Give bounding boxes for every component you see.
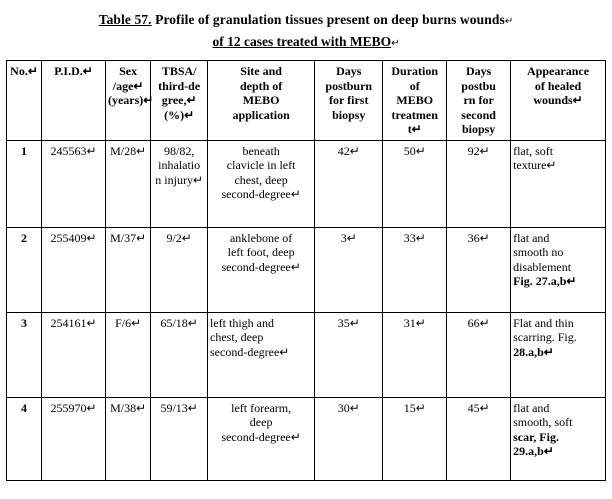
header-line: Appearance (527, 64, 590, 78)
cell-sex-age: M/38↵ (105, 397, 150, 480)
cell-line-figure-ref: Fig. 27.a,b↵ (513, 274, 577, 288)
cell-second-biopsy: 45↵ (447, 397, 511, 480)
cell-line: 65/18↵ (160, 315, 198, 330)
table-header-row (7, 61, 606, 141)
cell-no: 2 (7, 227, 42, 312)
pilcrow-mark-2: ↵ (391, 38, 400, 49)
cell-line: anklebone of (229, 230, 293, 245)
cell-second-biopsy: 36↵ (447, 227, 511, 312)
header-line: (years)↵ (107, 93, 154, 107)
cell-line: second-degree↵ (221, 259, 301, 274)
column-header-appearance (511, 61, 606, 141)
header-line: (%)↵ (164, 107, 195, 122)
cell-first-biopsy: 3↵ (315, 227, 383, 312)
cell-line: flat and (513, 400, 550, 415)
cell-line: flat, soft (513, 143, 554, 158)
cell-appearance (511, 140, 606, 227)
cell-site-depth (208, 227, 315, 312)
header-line: Days (465, 64, 492, 78)
cell-site-depth (208, 312, 315, 397)
cell-no: 1 (7, 140, 42, 227)
cell-appearance (511, 227, 606, 312)
cell-line: 98/82, (163, 143, 195, 158)
cell-line: second-degree↵ (221, 429, 301, 444)
column-header-pid (42, 61, 106, 141)
header-line: depth of (239, 78, 283, 93)
cell-line: scarring. Fig. (513, 330, 577, 344)
cell-first-biopsy: 30↵ (315, 397, 383, 480)
header-line: P.I.D.↵ (54, 64, 93, 78)
cell-line: texture↵ (513, 158, 557, 172)
column-header-second-biopsy (447, 61, 511, 141)
cell-pid: 255970↵ (42, 397, 106, 480)
cell-line: chest, deep (234, 172, 288, 187)
cell-line: Flat and thin (513, 315, 574, 330)
cell-first-biopsy: 42↵ (315, 140, 383, 227)
cell-duration: 31↵ (383, 312, 447, 397)
table-caption-text: Profile of granulation tissues present on deep burns wounds (151, 12, 505, 27)
table-row (7, 227, 606, 312)
cell-line: disablement (513, 259, 572, 274)
cell-line-figure-ref: 28.a,b↵ (513, 344, 554, 359)
cell-line: left forearm, (231, 400, 292, 415)
cell-no: 3 (7, 312, 42, 397)
cell-no: 4 (7, 397, 42, 480)
cell-site-depth (208, 397, 315, 480)
cell-line: 59/13↵ (160, 400, 198, 415)
cell-line: clavicle in left (226, 158, 296, 172)
table-row (7, 140, 606, 227)
cell-line: smooth no (513, 245, 564, 259)
header-line: biopsy (461, 122, 496, 136)
column-header-first-biopsy (315, 61, 383, 141)
column-header-tbsa (151, 61, 208, 141)
header-line: /age↵ (112, 78, 144, 93)
pilcrow-mark: ↵ (504, 16, 514, 27)
cell-sex-age: M/37↵ (105, 227, 150, 312)
cell-sex-age: F/6↵ (105, 312, 150, 397)
cell-sex-age: M/28↵ (105, 140, 150, 227)
header-line: second (461, 107, 496, 122)
table-caption-label: Table 57. (98, 12, 152, 27)
header-line: Duration (391, 64, 439, 78)
header-line: application (232, 107, 290, 122)
cell-line-figure-ref: 29.a,b↵ (513, 444, 554, 458)
cell-pid: 254161↵ (42, 312, 106, 397)
cell-tbsa (151, 397, 208, 480)
header-line: gree,↵ (161, 93, 197, 107)
header-line: Site and (240, 64, 282, 78)
header-line: postbu (461, 78, 496, 93)
header-line: postburn (325, 78, 373, 93)
cell-line: left foot, deep (227, 245, 295, 259)
header-line: of (409, 78, 420, 93)
cell-tbsa (151, 140, 208, 227)
cell-pid: 255409↵ (42, 227, 106, 312)
cell-line: beneath (242, 143, 280, 158)
cell-tbsa (151, 227, 208, 312)
header-line: MEBO (242, 93, 280, 107)
cell-line: smooth, soft (513, 415, 573, 429)
header-line: No.↵ (10, 64, 38, 78)
header-line: MEBO (396, 93, 434, 107)
cell-duration: 15↵ (383, 397, 447, 480)
header-line: of healed (534, 78, 582, 93)
cell-first-biopsy: 35↵ (315, 312, 383, 397)
cell-line: inhalatio (158, 158, 201, 172)
header-line: third-de (158, 78, 201, 93)
column-header-sex-age (105, 61, 154, 141)
column-header-site-depth (208, 61, 315, 141)
cell-pid: 245563↵ (42, 140, 106, 227)
header-line: for first (329, 93, 369, 107)
column-header-duration (383, 61, 447, 141)
table-caption-line-2 (6, 32, 606, 54)
header-line: Days (336, 64, 362, 78)
cell-duration: 50↵ (383, 140, 447, 227)
header-line: treatmen (391, 107, 438, 122)
header-line: rn for (463, 93, 494, 107)
table-header (7, 61, 606, 141)
cell-second-biopsy: 66↵ (447, 312, 511, 397)
header-line: TBSA/ (161, 64, 197, 78)
header-line: wounds↵ (533, 93, 583, 107)
cell-line: deep (249, 415, 273, 429)
cell-line: second-degree↵ (210, 344, 290, 359)
cell-tbsa (151, 312, 208, 397)
granulation-profile-table (6, 60, 606, 481)
cell-line: second-degree↵ (221, 187, 301, 201)
table-caption-line-1 (6, 10, 606, 32)
cell-second-biopsy: 92↵ (447, 140, 511, 227)
cell-line: flat and (513, 230, 550, 245)
table-row (7, 397, 606, 480)
column-header-no (7, 61, 42, 141)
cell-line: chest, deep (210, 330, 264, 344)
table-row (7, 312, 606, 397)
cell-appearance (511, 397, 606, 480)
cell-duration: 33↵ (383, 227, 447, 312)
table-caption-text-2: of 12 cases treated with MEBO (212, 34, 392, 49)
cell-line-figure-ref: scar, Fig. (513, 429, 559, 444)
header-line: Sex (119, 64, 138, 78)
header-line: biopsy (332, 107, 366, 122)
table-body (7, 140, 606, 480)
header-line: t↵ (407, 122, 422, 136)
cell-line: n injury↵ (155, 172, 204, 187)
cell-line: 9/2↵ (166, 230, 192, 245)
cell-line: left thigh and (210, 315, 274, 330)
cell-appearance (511, 312, 606, 397)
cell-site-depth (208, 140, 315, 227)
